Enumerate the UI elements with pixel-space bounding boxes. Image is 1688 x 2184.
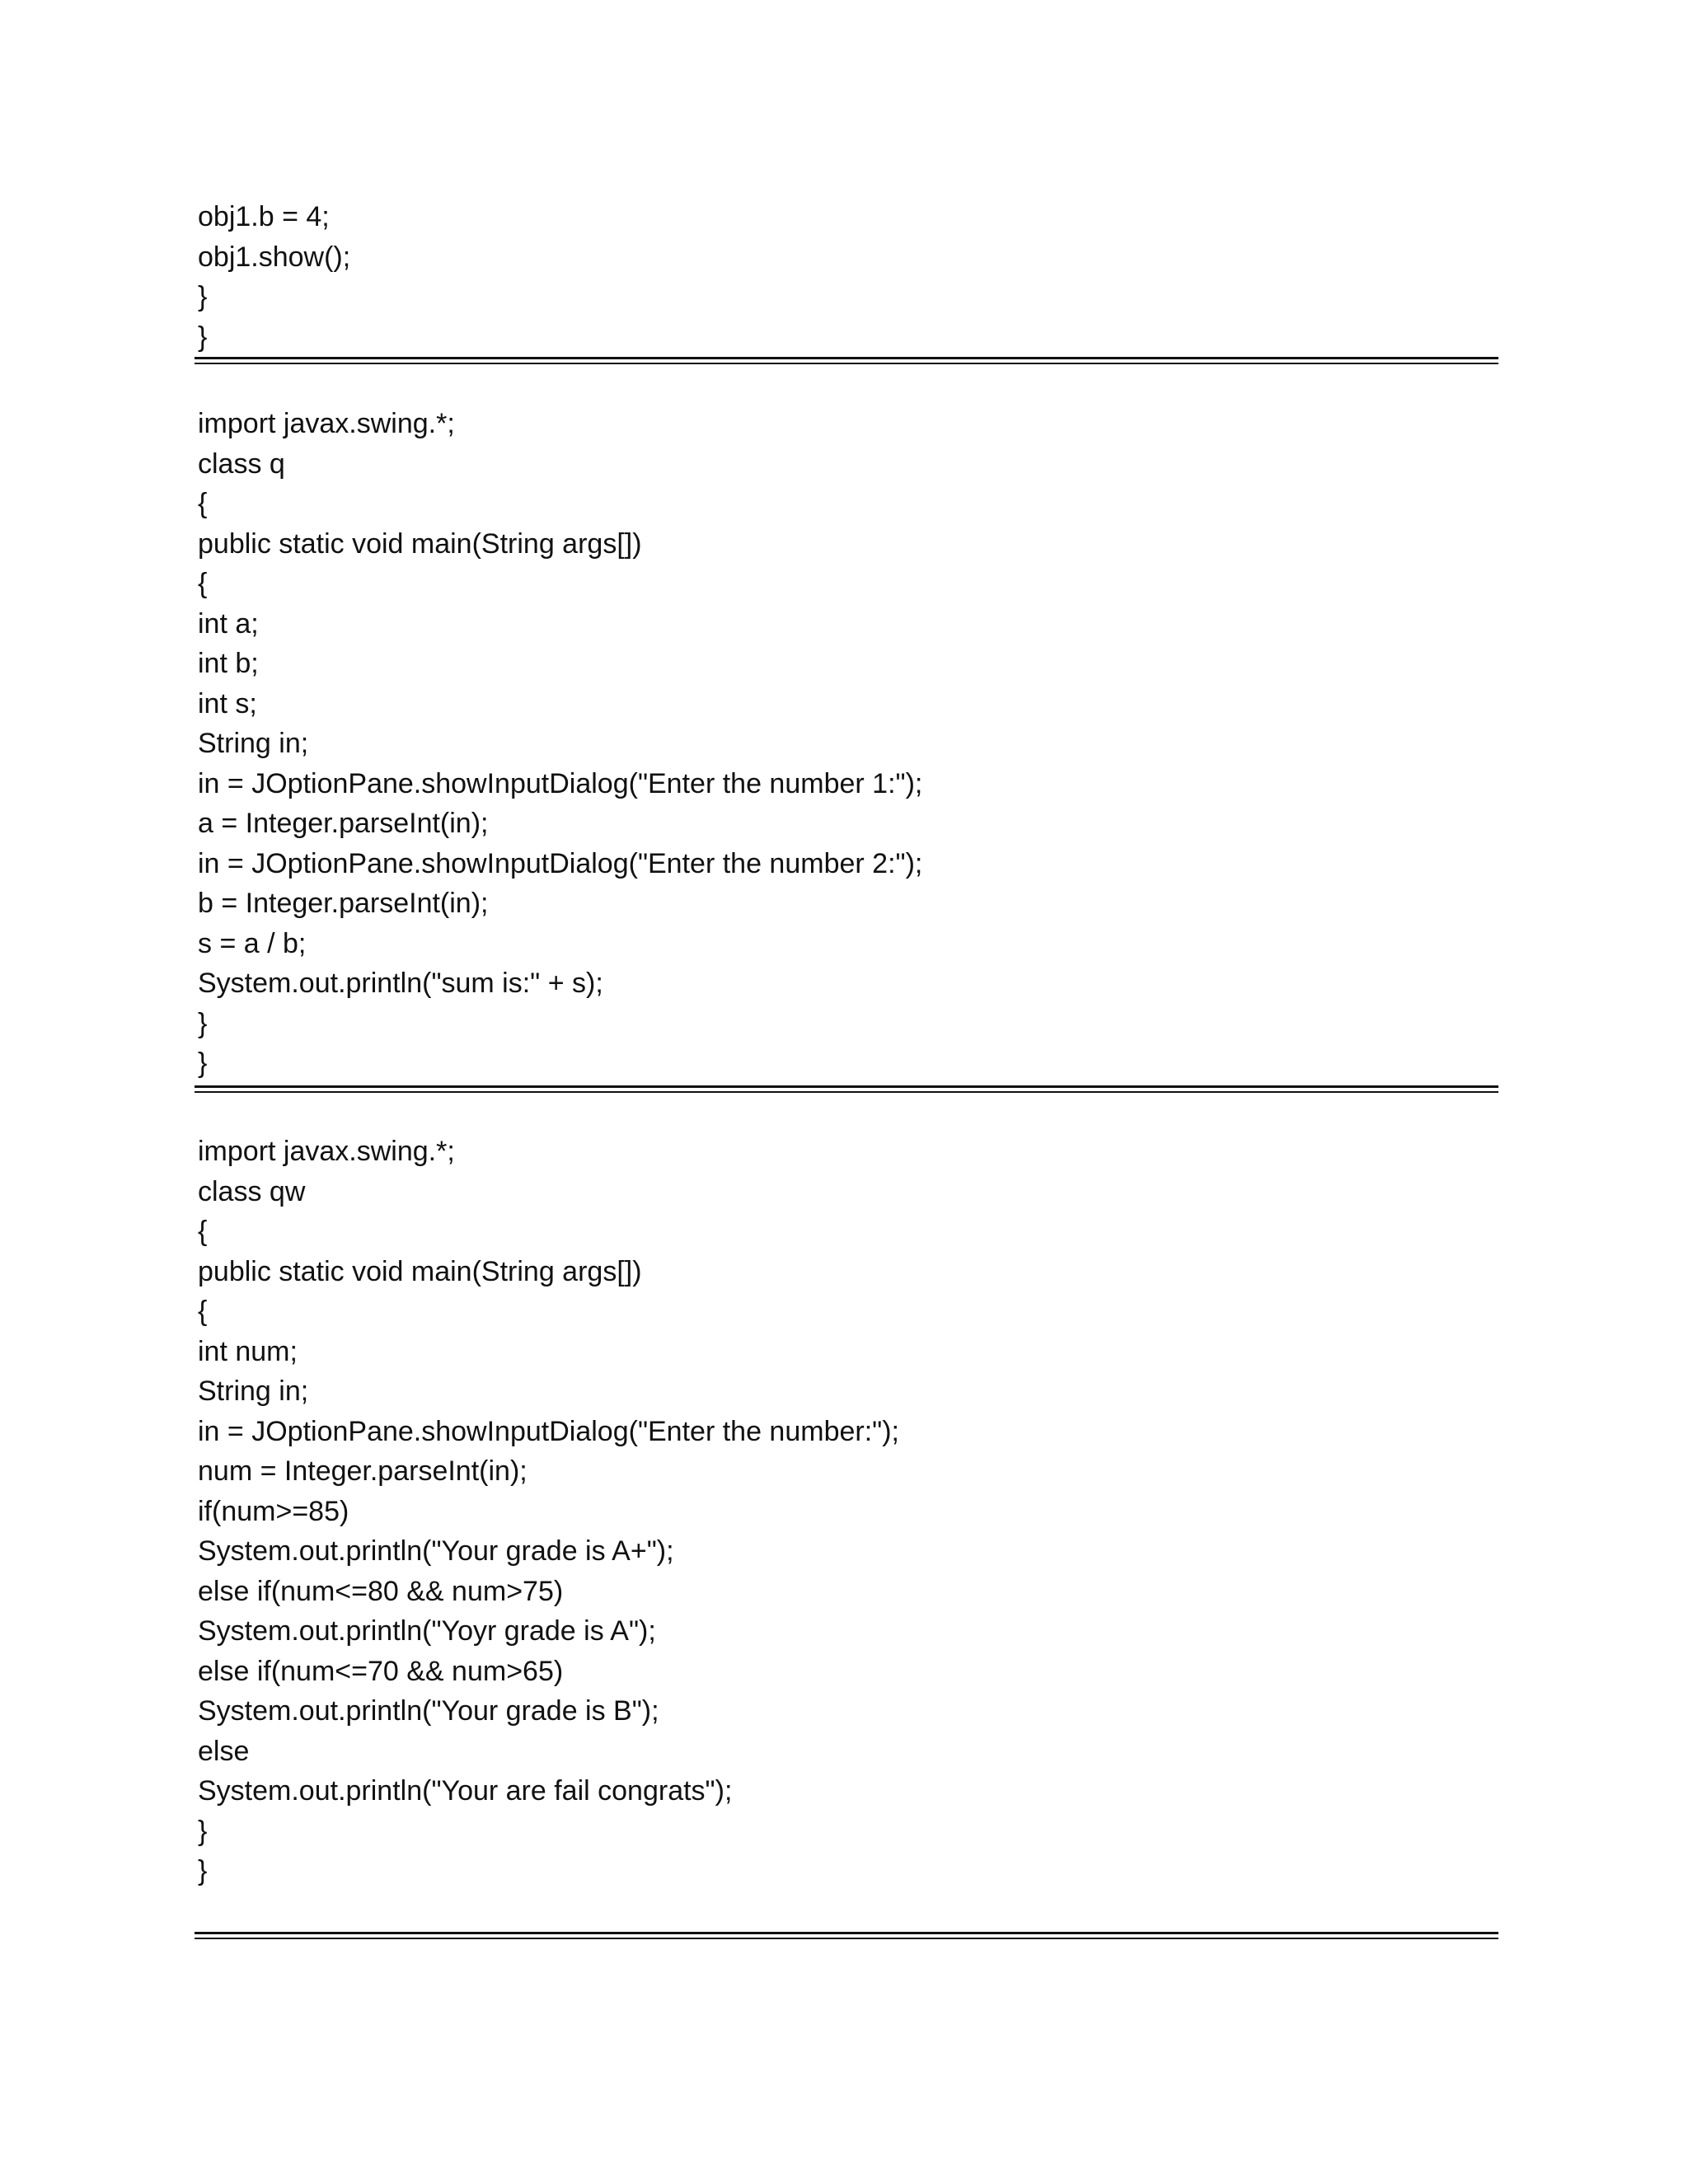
section-divider-bottom bbox=[195, 363, 1498, 364]
code-line: int b; bbox=[198, 648, 259, 679]
code-block-3 bbox=[198, 1132, 1500, 1891]
code-line: import javax.swing.*; bbox=[198, 408, 455, 439]
code-line: System.out.println("Your are fail congrats"); bbox=[198, 1775, 733, 1807]
code-line: } bbox=[198, 1007, 208, 1039]
section-divider-bottom bbox=[195, 1091, 1498, 1093]
code-line: import javax.swing.*; bbox=[198, 1136, 455, 1167]
code-line: System.out.println("Yoyr grade is A"); bbox=[198, 1615, 656, 1647]
code-line: { bbox=[198, 568, 208, 599]
code-block-2 bbox=[198, 404, 1500, 1084]
code-line: class qw bbox=[198, 1175, 306, 1207]
code-line: } bbox=[198, 1815, 208, 1847]
code-line: } bbox=[198, 281, 208, 312]
code-line: class q bbox=[198, 448, 285, 480]
code-line: int s; bbox=[198, 687, 257, 719]
code-line: { bbox=[198, 1296, 208, 1327]
section-divider-top bbox=[195, 1085, 1498, 1088]
code-line: public static void main(String args[]) bbox=[198, 1255, 642, 1287]
code-line: { bbox=[198, 1216, 208, 1247]
section-divider-top bbox=[195, 357, 1498, 359]
code-line: int a; bbox=[198, 607, 259, 640]
code-block-1 bbox=[198, 197, 1500, 357]
code-line: int num; bbox=[198, 1335, 298, 1367]
code-line: System.out.println("Your grade is A+"); bbox=[198, 1535, 674, 1567]
code-line: obj1.b = 4; bbox=[198, 201, 330, 232]
code-line: in = JOptionPane.showInputDialog("Enter the number:"); bbox=[198, 1415, 899, 1447]
code-line: else bbox=[198, 1735, 250, 1767]
code-line: a = Integer.parseInt(in); bbox=[198, 808, 489, 839]
code-line: if(num>=85) bbox=[198, 1495, 349, 1527]
code-line: } bbox=[198, 1855, 208, 1886]
section-divider-top bbox=[195, 1932, 1498, 1934]
code-line: { bbox=[198, 488, 208, 519]
code-line: String in; bbox=[198, 1376, 309, 1407]
code-line: else if(num<=80 && num>75) bbox=[198, 1575, 564, 1607]
code-line: System.out.println("Your grade is B"); bbox=[198, 1695, 659, 1727]
section-divider-bottom bbox=[195, 1938, 1498, 1939]
code-line: in = JOptionPane.showInputDialog("Enter the number 1:"); bbox=[198, 767, 923, 799]
code-line: } bbox=[198, 1047, 208, 1079]
code-line: System.out.println("sum is:" + s); bbox=[198, 968, 603, 999]
code-line: } bbox=[198, 321, 208, 353]
code-line: else if(num<=70 && num>65) bbox=[198, 1655, 564, 1687]
code-line: num = Integer.parseInt(in); bbox=[198, 1455, 528, 1487]
code-line: b = Integer.parseInt(in); bbox=[198, 888, 489, 919]
code-line: s = a / b; bbox=[198, 927, 307, 959]
code-line: String in; bbox=[198, 728, 309, 759]
code-line: in = JOptionPane.showInputDialog("Enter the number 2:"); bbox=[198, 847, 923, 879]
code-line: obj1.show(); bbox=[198, 241, 351, 273]
code-line: public static void main(String args[]) bbox=[198, 527, 642, 560]
